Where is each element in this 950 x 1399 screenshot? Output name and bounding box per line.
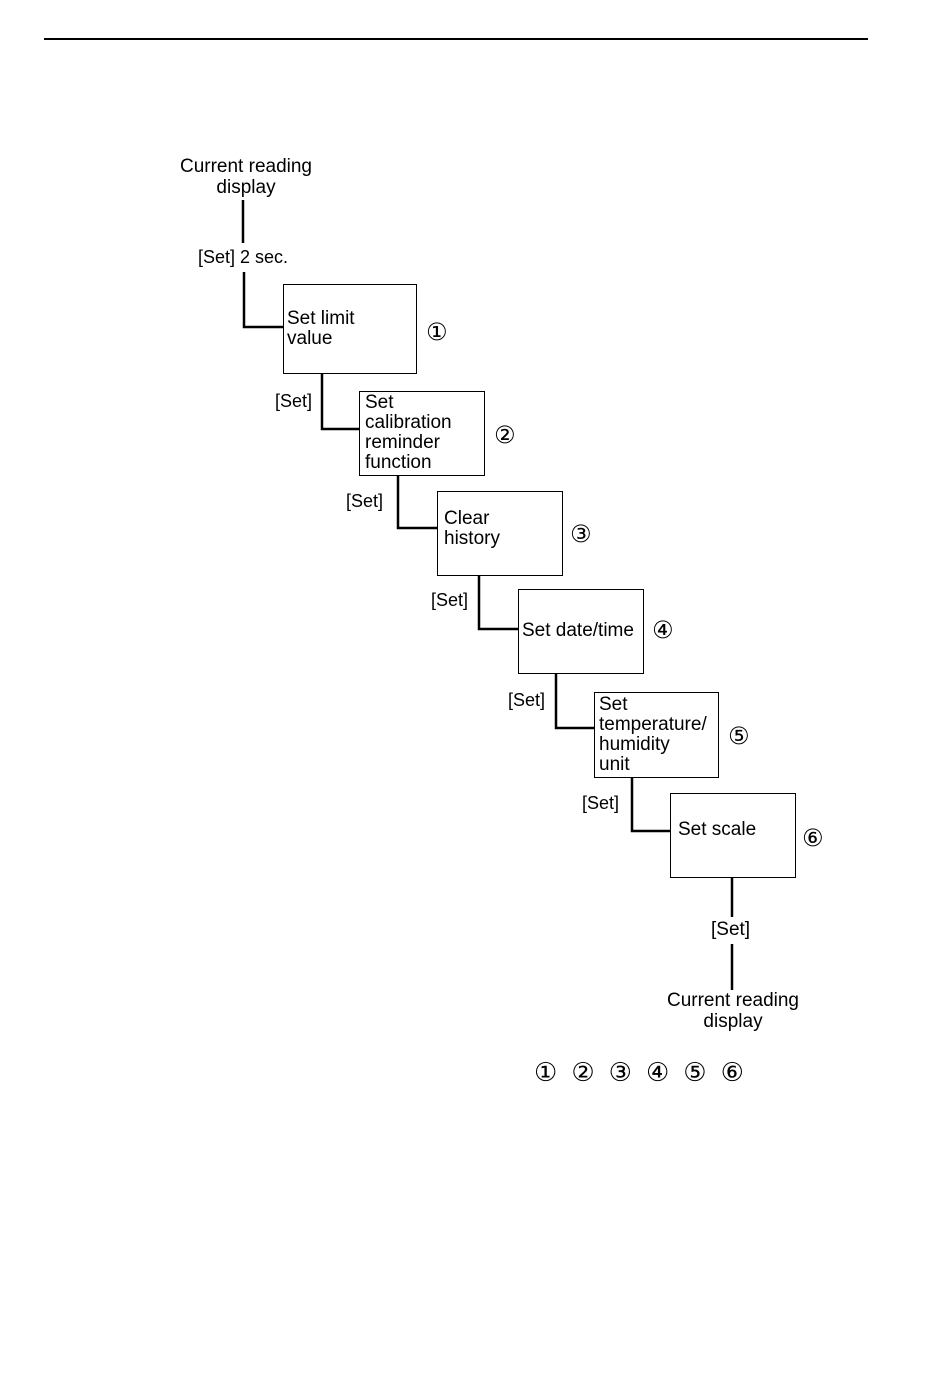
step-marker-2: ②: [494, 422, 516, 449]
step-text-3: Clear history: [444, 508, 500, 549]
set-label-3: [Set]: [431, 590, 469, 610]
start-label: [166, 156, 326, 198]
connector-4: [479, 576, 518, 629]
set-label-1: [Set]: [275, 391, 313, 411]
end-label: [653, 990, 813, 1032]
hold-set-label: [Set] 2 sec.: [198, 247, 289, 267]
connector-5: [556, 674, 594, 728]
end-label-line1: Current reading: [666, 990, 800, 1011]
start-label-line2: display: [216, 177, 276, 198]
legend-marker-3: ③: [608, 1057, 632, 1087]
step-marker-1: ①: [426, 319, 448, 346]
step-marker-3: ③: [570, 521, 592, 548]
legend-marker-1: ①: [534, 1057, 558, 1087]
set-label-4: [Set]: [508, 690, 546, 710]
set-label-end: [Set]: [711, 919, 751, 940]
step-marker-6: ⑥: [802, 825, 824, 852]
connector-3: [398, 476, 437, 528]
start-label-line1: Current reading: [179, 156, 313, 177]
set-label-2: [Set]: [346, 491, 384, 511]
legend-marker-4: ④: [645, 1057, 670, 1087]
connector-6: [632, 778, 670, 831]
step-marker-4: ④: [652, 617, 674, 644]
step-text-5: Set temperature/ humidity unit: [599, 694, 707, 775]
legend-marker-2: ②: [571, 1057, 595, 1087]
end-label-line2: display: [703, 1011, 763, 1032]
marker-legend: [534, 1058, 744, 1086]
step-text-6: Set scale: [678, 819, 757, 840]
connector-2: [322, 374, 359, 429]
step-text-4: Set date/time: [522, 620, 634, 641]
connector-1: [244, 272, 283, 327]
step-text-2: Set calibration reminder function: [365, 392, 452, 473]
step-text-1: Set limit value: [287, 308, 355, 349]
legend-marker-5: ⑤: [683, 1057, 707, 1087]
set-label-5: [Set]: [582, 793, 620, 813]
step-marker-5: ⑤: [728, 723, 750, 750]
legend-marker-6: ⑥: [720, 1057, 744, 1087]
